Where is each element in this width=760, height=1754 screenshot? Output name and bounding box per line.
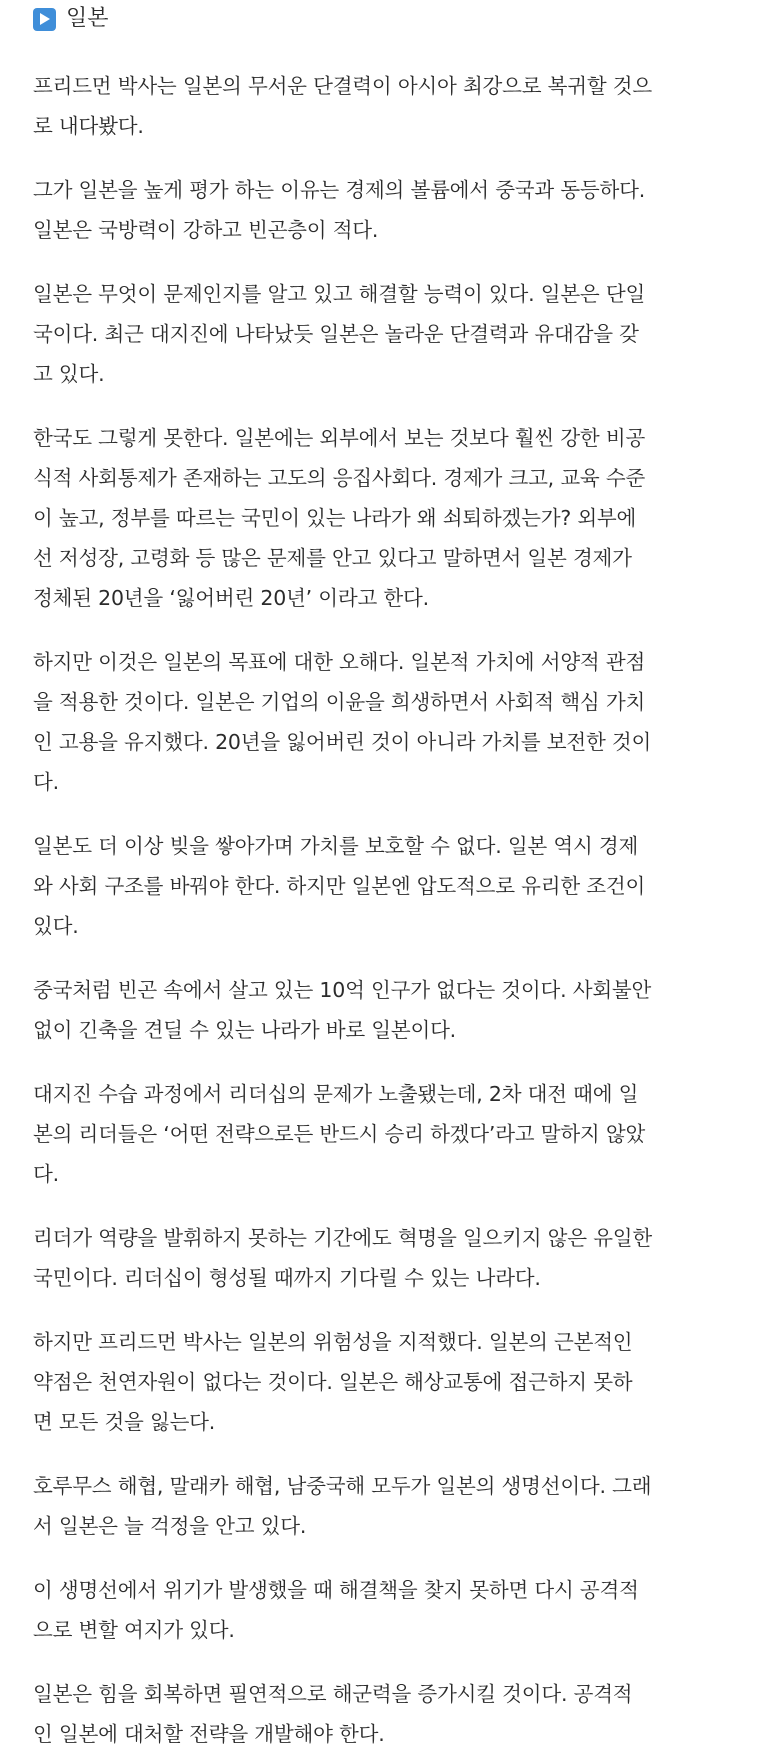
play-icon xyxy=(33,8,56,31)
paragraph: 이 생명선에서 위기가 발생했을 때 해결책을 찾지 못하면 다시 공격적 으로 변할 여지가 있다. xyxy=(33,1578,639,1642)
paragraph: 프리드먼 박사는 일본의 무서운 단결력이 아시아 최강으로 복귀할 것으 로 내다봤다. xyxy=(33,74,653,138)
paragraph: 일본은 힘을 회복하면 필연적으로 해군력을 증가시킬 것이다. 공격적 인 일본에 대처할 전략을 개발해야 한다. xyxy=(33,1682,633,1746)
article-body xyxy=(33,66,730,1754)
section-title: 일본 xyxy=(66,6,109,31)
paragraph: 일본은 무엇이 문제인지를 알고 있고 해결할 능력이 있다. 일본은 단일 국이다. 최근 대지진에 나타났듯 일본은 놀라운 단결력과 유대감을 갖 고 있다. xyxy=(33,282,646,386)
paragraph: 중국처럼 빈곤 속에서 살고 있는 10억 인구가 없다는 것이다. 사회불안 없이 긴축을 견딜 수 있는 나라가 바로 일본이다. xyxy=(33,978,652,1042)
paragraph: 하지만 이것은 일본의 목표에 대한 오해다. 일본적 가치에 서양적 관점 을 적용한 것이다. 일본은 기업의 이윤을 희생하면서 사회적 핵심 가치 인 고용을 유지했다. 20년을 잃어버린 것이 아니라 가치를 보전한 것이 다. xyxy=(33,650,652,794)
paragraph: 호루무스 해협, 말래카 해협, 남중국해 모두가 일본의 생명선이다. 그래 서 일본은 늘 걱정을 안고 있다. xyxy=(33,1474,652,1538)
paragraph: 한국도 그렇게 못한다. 일본에는 외부에서 보는 것보다 훨씬 강한 비공 식적 사회통제가 존재하는 고도의 응집사회다. 경제가 크고, 교육 수준 이 높고, 정부를 따르는 국민이 있는 나라가 왜 쇠퇴하겠는가? 외부에 선 저성장, 고령화 등 많은 문제를 안고 있다고 말하면서 일본 경제가 정체된 20년을 ‘잃어버린 20년’ 이라고 한다. xyxy=(33,426,646,610)
paragraph: 하지만 프리드먼 박사는 일본의 위험성을 지적했다. 일본의 근본적인 약점은 천연자원이 없다는 것이다. 일본은 해상교통에 접근하지 못하 면 모든 것을 잃는다. xyxy=(33,1330,633,1434)
paragraph: 리더가 역량을 발휘하지 못하는 기간에도 혁명을 일으키지 않은 유일한 국민이다. 리더십이 형성될 때까지 기다릴 수 있는 나라다. xyxy=(33,1226,653,1290)
section-header xyxy=(33,0,730,38)
paragraph: 대지진 수습 과정에서 리더십의 문제가 노출됐는데, 2차 대전 때에 일 본의 리더들은 ‘어떤 전략으로든 반드시 승리 하겠다’라고 말하지 않았 다. xyxy=(33,1082,646,1186)
paragraph: 그가 일본을 높게 평가 하는 이유는 경제의 볼륨에서 중국과 동등하다. 일본은 국방력이 강하고 빈곤층이 적다. xyxy=(33,178,646,242)
paragraph: 일본도 더 이상 빚을 쌓아가며 가치를 보호할 수 없다. 일본 역시 경제 와 사회 구조를 바꿔야 한다. 하지만 일본엔 압도적으로 유리한 조건이 있다. xyxy=(33,834,646,938)
